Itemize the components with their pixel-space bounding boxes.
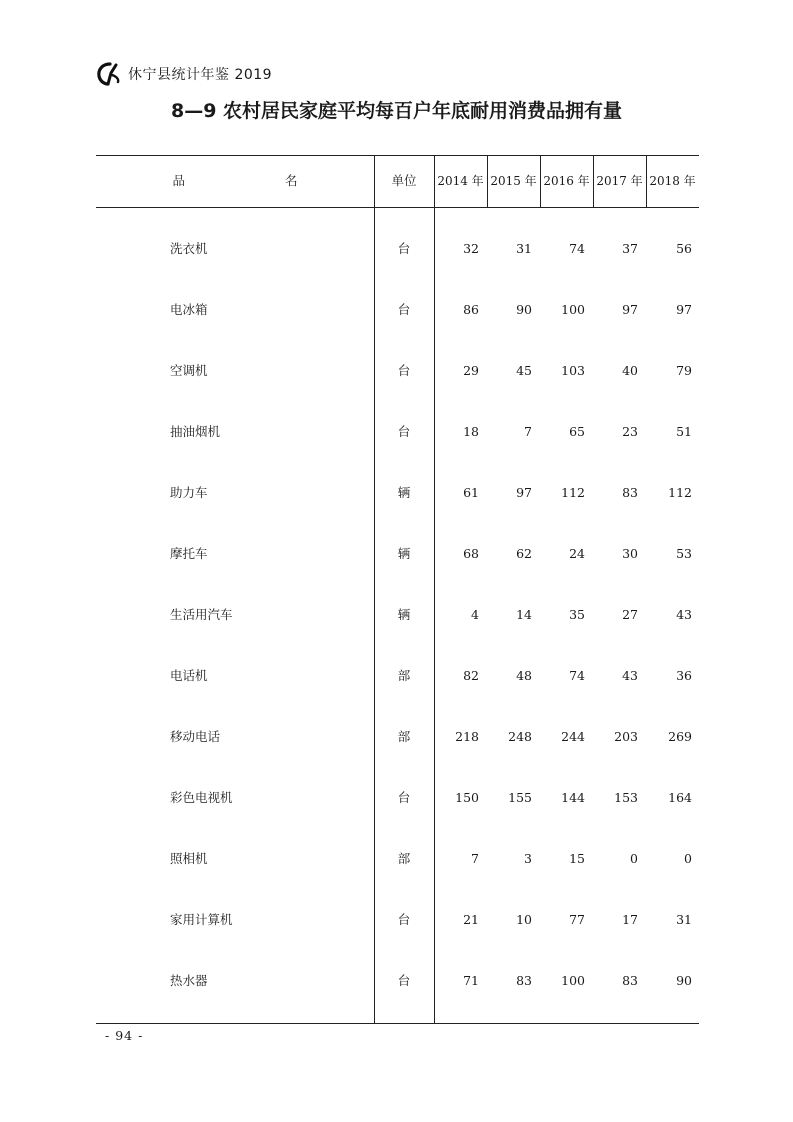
item-value: 15 (569, 851, 585, 866)
item-unit: 部 (397, 668, 411, 683)
item-value: 53 (676, 546, 692, 561)
running-header (96, 60, 272, 88)
item-value: 43 (676, 607, 692, 622)
item-value: 31 (676, 912, 692, 927)
item-value: 112 (668, 485, 692, 500)
item-value: 82 (463, 668, 479, 683)
item-value: 97 (622, 302, 638, 317)
item-value: 90 (516, 302, 532, 317)
item-value: 153 (614, 790, 638, 805)
table-row (96, 424, 699, 485)
item-value: 79 (676, 363, 692, 378)
item-value: 155 (508, 790, 532, 805)
yearbook-logo-icon (96, 61, 122, 87)
item-value: 65 (569, 424, 585, 439)
item-value: 56 (676, 241, 692, 256)
item-value: 51 (676, 424, 692, 439)
item-value: 203 (614, 729, 638, 744)
item-unit: 台 (397, 973, 411, 988)
item-value: 112 (561, 485, 585, 500)
table-row (96, 851, 699, 912)
column-header-year: 2015 年 (490, 174, 537, 188)
item-value: 83 (622, 973, 638, 988)
item-value: 74 (569, 241, 585, 256)
table-row (96, 668, 699, 729)
item-name: 空调机 (170, 363, 208, 378)
item-value: 14 (516, 607, 532, 622)
column-header-year: 2016 年 (543, 174, 590, 188)
header-bottom-rule (96, 207, 699, 208)
item-value: 244 (561, 729, 585, 744)
table-row (96, 485, 699, 546)
item-value: 97 (516, 485, 532, 500)
item-name: 摩托车 (170, 546, 208, 561)
item-value: 24 (569, 546, 585, 561)
table-header-row (96, 155, 699, 207)
item-name: 电话机 (170, 668, 208, 683)
item-name: 热水器 (170, 973, 208, 988)
page-number: - 94 - (105, 1028, 144, 1043)
item-value: 269 (668, 729, 692, 744)
item-value: 23 (622, 424, 638, 439)
item-unit: 部 (397, 851, 411, 866)
item-value: 21 (463, 912, 479, 927)
table-row (96, 729, 699, 790)
item-value: 43 (622, 668, 638, 683)
item-name: 生活用汽车 (170, 607, 233, 622)
column-header-year: 2018 年 (649, 174, 696, 188)
item-value: 27 (622, 607, 638, 622)
item-value: 36 (676, 668, 692, 683)
item-value: 86 (463, 302, 479, 317)
table-row (96, 912, 699, 973)
item-value: 68 (463, 546, 479, 561)
item-value: 31 (516, 241, 532, 256)
item-value: 0 (630, 851, 638, 866)
item-value: 218 (455, 729, 479, 744)
item-value: 29 (463, 363, 479, 378)
item-unit: 部 (397, 729, 411, 744)
item-value: 90 (676, 973, 692, 988)
item-unit: 台 (397, 912, 411, 927)
item-name: 洗衣机 (170, 241, 208, 256)
item-value: 0 (684, 851, 692, 866)
item-value: 164 (668, 790, 692, 805)
item-value: 40 (622, 363, 638, 378)
item-name: 移动电话 (170, 729, 221, 744)
item-value: 37 (622, 241, 638, 256)
item-value: 62 (516, 546, 532, 561)
item-value: 35 (569, 607, 585, 622)
item-value: 17 (622, 912, 638, 927)
item-unit: 辆 (397, 485, 411, 500)
column-header-year: 2014 年 (437, 174, 484, 188)
table-row (96, 607, 699, 668)
table-row (96, 241, 699, 302)
column-header-name: 品 名 (172, 173, 346, 188)
page-title: 8—9 农村居民家庭平均每百户年底耐用消费品拥有量 (170, 100, 623, 122)
table-row (96, 973, 699, 1034)
item-value: 10 (516, 912, 532, 927)
item-name: 电冰箱 (170, 302, 208, 317)
item-unit: 台 (397, 302, 411, 317)
item-unit: 台 (397, 241, 411, 256)
column-header-year: 2017 年 (596, 174, 643, 188)
item-name: 照相机 (170, 851, 208, 866)
item-value: 248 (508, 729, 532, 744)
item-value: 97 (676, 302, 692, 317)
item-value: 100 (561, 302, 585, 317)
item-value: 7 (471, 851, 479, 866)
item-value: 7 (524, 424, 532, 439)
item-value: 18 (463, 424, 479, 439)
item-name: 助力车 (170, 485, 208, 500)
item-unit: 台 (397, 424, 411, 439)
table-row (96, 546, 699, 607)
item-name: 家用计算机 (170, 912, 233, 927)
item-name: 彩色电视机 (170, 790, 233, 805)
item-unit: 台 (397, 790, 411, 805)
item-value: 4 (471, 607, 479, 622)
item-value: 30 (622, 546, 638, 561)
table-row (96, 302, 699, 363)
item-value: 32 (463, 241, 479, 256)
item-value: 150 (455, 790, 479, 805)
item-value: 71 (463, 973, 479, 988)
consumer-durables-table (96, 155, 699, 1024)
book-title: 休宁县统计年鉴 2019 (128, 67, 273, 83)
item-value: 83 (516, 973, 532, 988)
column-header-unit: 单位 (391, 173, 417, 188)
item-value: 100 (561, 973, 585, 988)
item-value: 144 (561, 790, 585, 805)
item-value: 77 (569, 912, 585, 927)
item-value: 45 (516, 363, 532, 378)
item-unit: 辆 (397, 546, 411, 561)
table-row (96, 790, 699, 851)
item-unit: 辆 (397, 607, 411, 622)
item-value: 48 (516, 668, 532, 683)
item-unit: 台 (397, 363, 411, 378)
item-name: 抽油烟机 (170, 424, 221, 439)
item-value: 61 (463, 485, 479, 500)
item-value: 3 (524, 851, 532, 866)
item-value: 83 (622, 485, 638, 500)
table-row (96, 363, 699, 424)
item-value: 103 (561, 363, 585, 378)
item-value: 74 (569, 668, 585, 683)
